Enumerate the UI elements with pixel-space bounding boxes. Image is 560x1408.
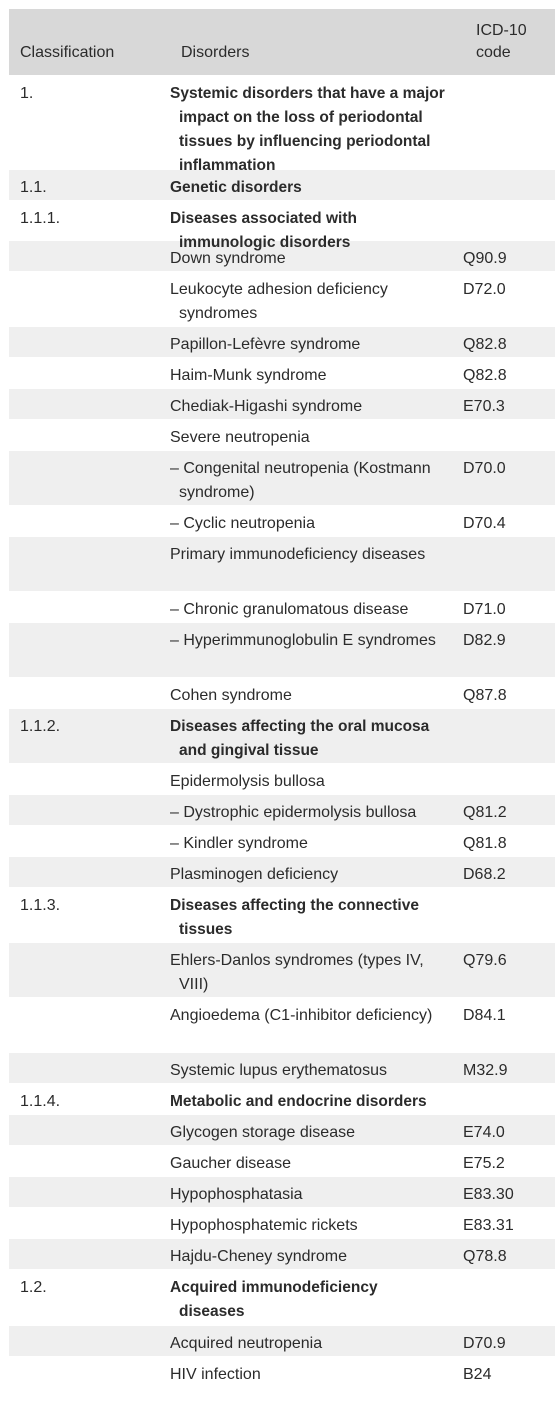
disorder-cell	[159, 795, 453, 825]
disorder-text: Chediak-Higashi syndrome	[170, 398, 363, 415]
table-row	[9, 241, 555, 272]
classification-cell: 1.1.2.	[20, 718, 61, 735]
classification-cell	[9, 826, 159, 856]
table-row	[9, 1239, 555, 1270]
icd-code-cell: B24	[463, 1366, 492, 1383]
disorder-cell	[159, 272, 453, 326]
classification-cell: 1.1.	[20, 179, 47, 196]
disorder-cell	[159, 1146, 453, 1176]
disorder-text: – Cyclic neutropenia	[170, 515, 315, 532]
disorder-cell	[159, 327, 453, 357]
icd-code-cell	[453, 170, 555, 200]
table-row	[9, 1326, 555, 1357]
disorder-text: Gaucher disease	[170, 1155, 291, 1172]
disorder-text: Hypophosphatasia	[170, 1186, 303, 1203]
icd-code-cell: Q81.2	[463, 804, 507, 821]
disorder-cell	[159, 1053, 453, 1083]
disorder-cell	[159, 592, 453, 622]
icd-code-cell: Q87.8	[463, 687, 507, 704]
table-row	[9, 358, 555, 389]
table-row	[9, 678, 555, 709]
table-row	[9, 826, 555, 857]
classification-cell	[9, 451, 159, 505]
disorder-cell	[159, 857, 453, 887]
disorder-cell	[159, 826, 453, 856]
disorder-text: Severe neutropenia	[170, 429, 310, 446]
disorder-text: Acquired neutropenia	[170, 1335, 323, 1352]
disorder-text: Diseases associated with immunologic disorders	[170, 210, 357, 251]
disorder-text: Glycogen storage disease	[170, 1124, 355, 1141]
classification-cell	[9, 1239, 159, 1269]
disorder-text: – Kindler syndrome	[170, 835, 308, 852]
table-row	[9, 451, 555, 506]
disorder-text: Acquired immunodeficiency diseases	[170, 1279, 378, 1320]
table-row	[9, 998, 555, 1053]
disorder-cell	[159, 1270, 453, 1325]
table-row	[9, 795, 555, 826]
classification-cell	[9, 857, 159, 887]
disorder-text: Hajdu-Cheney syndrome	[170, 1248, 347, 1265]
icd-code-cell: M32.9	[463, 1062, 508, 1079]
disorder-cell	[159, 764, 453, 794]
table-row	[9, 888, 555, 943]
icd-code-cell: E83.31	[463, 1217, 514, 1234]
disorder-cell	[159, 201, 453, 251]
classification-cell	[9, 537, 159, 591]
icd-code-cell	[453, 201, 555, 240]
classification-cell	[9, 1177, 159, 1207]
classification-cell	[9, 764, 159, 794]
disorder-text: Haim-Munk syndrome	[170, 367, 327, 384]
classification-cell	[9, 678, 159, 708]
table-row	[9, 1357, 555, 1388]
icd-code-cell: Q90.9	[463, 250, 507, 267]
classification-cell	[9, 1357, 159, 1387]
classification-cell	[9, 795, 159, 825]
disorder-text: Systemic disorders that have a major impact on the loss of periodontal tissues by influencing periodontal inflammation	[170, 85, 445, 174]
table-row	[9, 327, 555, 358]
icd-code-cell: Q78.8	[463, 1248, 507, 1265]
table-row	[9, 1208, 555, 1239]
disorder-cell	[159, 1239, 453, 1269]
disorder-cell	[159, 420, 453, 450]
disorder-cell	[159, 678, 453, 708]
disorder-cell	[159, 389, 453, 419]
table-row	[9, 943, 555, 998]
disorder-cell	[159, 506, 453, 536]
disorder-cell	[159, 888, 453, 942]
disorder-text: Ehlers-Danlos syndromes (types IV, VIII)	[170, 952, 424, 993]
table-row	[9, 1053, 555, 1084]
table-row	[9, 1146, 555, 1177]
classification-cell	[9, 1146, 159, 1176]
icd-code-cell	[453, 420, 555, 450]
disorder-text: Metabolic and endocrine disorders	[170, 1093, 427, 1110]
disorder-text: Diseases affecting the oral mucosa and gingival tissue	[170, 718, 430, 759]
disorder-text: Hypophosphatemic rickets	[170, 1217, 358, 1234]
disorder-text: Systemic lupus erythematosus	[170, 1062, 387, 1079]
table-body	[9, 76, 555, 1388]
disorder-text: Epidermolysis bullosa	[170, 773, 325, 790]
table-row	[9, 592, 555, 623]
icd-code-cell	[453, 1084, 555, 1114]
classification-cell	[9, 241, 159, 271]
icd-code-cell	[453, 709, 555, 763]
disorder-text: Plasminogen deficiency	[170, 866, 339, 883]
table-row	[9, 709, 555, 764]
icd-code-cell: D72.0	[463, 281, 506, 298]
disorder-text: – Chronic granulomatous disease	[170, 601, 409, 618]
disorder-cell	[159, 1177, 453, 1207]
icd-code-cell: E74.0	[463, 1124, 505, 1141]
disorder-text: Primary immunodeficiency diseases	[170, 546, 426, 563]
header-disorders: Disorders	[181, 44, 250, 61]
classification-cell	[9, 420, 159, 450]
table-header	[9, 9, 555, 76]
table-row	[9, 1115, 555, 1146]
table-row	[9, 537, 555, 592]
classification-cell	[9, 1208, 159, 1238]
classification-cell: 1.1.1.	[20, 210, 61, 227]
icd-code-cell	[453, 764, 555, 794]
icd-code-cell: D71.0	[463, 601, 506, 618]
disorder-text: – Dystrophic epidermolysis bullosa	[170, 804, 417, 821]
disorder-cell	[159, 623, 453, 677]
disorder-text: Cohen syndrome	[170, 687, 292, 704]
classification-cell: 1.1.4.	[20, 1093, 61, 1110]
classification-cell	[9, 943, 159, 997]
classification-cell	[9, 1053, 159, 1083]
disorder-cell	[159, 451, 453, 505]
disorder-text: Diseases affecting the connective tissues	[170, 897, 419, 938]
icd-code-cell: D84.1	[463, 1007, 506, 1024]
disorder-cell	[159, 76, 453, 174]
table-row	[9, 506, 555, 537]
icd-code-cell: Q82.8	[463, 336, 507, 353]
table-row	[9, 1084, 555, 1115]
disorder-cell	[159, 1084, 453, 1114]
classification-cell: 1.	[20, 85, 34, 102]
table-row	[9, 272, 555, 327]
classification-cell	[9, 506, 159, 536]
classification-cell	[9, 1326, 159, 1356]
disorder-cell	[159, 709, 453, 763]
icd-code-cell	[453, 1270, 555, 1325]
table-row	[9, 420, 555, 451]
disorder-text: – Congenital neutropenia (Kostmann syndrome)	[170, 460, 431, 501]
classification-cell	[9, 272, 159, 326]
table-row	[9, 623, 555, 678]
disorder-text: HIV infection	[170, 1366, 261, 1383]
table-row	[9, 1270, 555, 1326]
disorder-cell	[159, 998, 453, 1052]
table-row	[9, 389, 555, 420]
disorder-text: Angioedema (C1-inhibitor deficiency)	[170, 1007, 433, 1024]
table-row	[9, 1177, 555, 1208]
classification-cell: 1.2.	[20, 1279, 47, 1296]
icd-code-cell: D68.2	[463, 866, 506, 883]
table-row	[9, 857, 555, 888]
icd-code-cell: Q81.8	[463, 835, 507, 852]
icd-code-cell: Q79.6	[463, 952, 507, 969]
classification-cell	[9, 592, 159, 622]
icd-code-cell: E70.3	[463, 398, 505, 415]
disorder-text: Leukocyte adhesion deficiency syndromes	[170, 281, 388, 322]
icd-code-cell: Q82.8	[463, 367, 507, 384]
header-icd-code: ICD-10 code	[476, 22, 527, 61]
disorder-cell	[159, 1326, 453, 1356]
disorder-text: – Hyperimmunoglobulin E syndromes	[170, 632, 436, 649]
classification-cell	[9, 327, 159, 357]
icd-code-cell	[453, 537, 555, 591]
disorder-cell	[159, 1357, 453, 1387]
icd-code-cell: D70.4	[463, 515, 506, 532]
table-row	[9, 201, 555, 251]
classification-cell: 1.1.3.	[20, 897, 61, 914]
icd-code-cell: D82.9	[463, 632, 506, 649]
disorders-table	[9, 9, 555, 1388]
icd-code-cell: D70.0	[463, 460, 506, 477]
classification-cell	[9, 1115, 159, 1145]
classification-cell	[9, 623, 159, 677]
classification-cell	[9, 358, 159, 388]
disorder-cell	[159, 358, 453, 388]
disorder-text: Papillon-Lefèvre syndrome	[170, 336, 361, 353]
classification-cell	[9, 389, 159, 419]
disorder-cell	[159, 537, 453, 591]
disorder-cell	[159, 170, 453, 200]
table-row	[9, 76, 555, 174]
disorder-text: Down syndrome	[170, 250, 286, 267]
disorder-cell	[159, 943, 453, 997]
icd-code-cell: E75.2	[463, 1155, 505, 1172]
disorder-cell	[159, 1208, 453, 1238]
table-row	[9, 764, 555, 795]
disorder-cell	[159, 1115, 453, 1145]
disorder-text: Genetic disorders	[170, 179, 302, 196]
classification-cell	[9, 998, 159, 1052]
disorder-cell	[159, 241, 453, 271]
table-row	[9, 170, 555, 201]
header-classification: Classification	[20, 44, 115, 61]
icd-code-cell	[453, 76, 555, 169]
icd-code-cell	[453, 888, 555, 942]
icd-code-cell: E83.30	[463, 1186, 514, 1203]
icd-code-cell: D70.9	[463, 1335, 506, 1352]
